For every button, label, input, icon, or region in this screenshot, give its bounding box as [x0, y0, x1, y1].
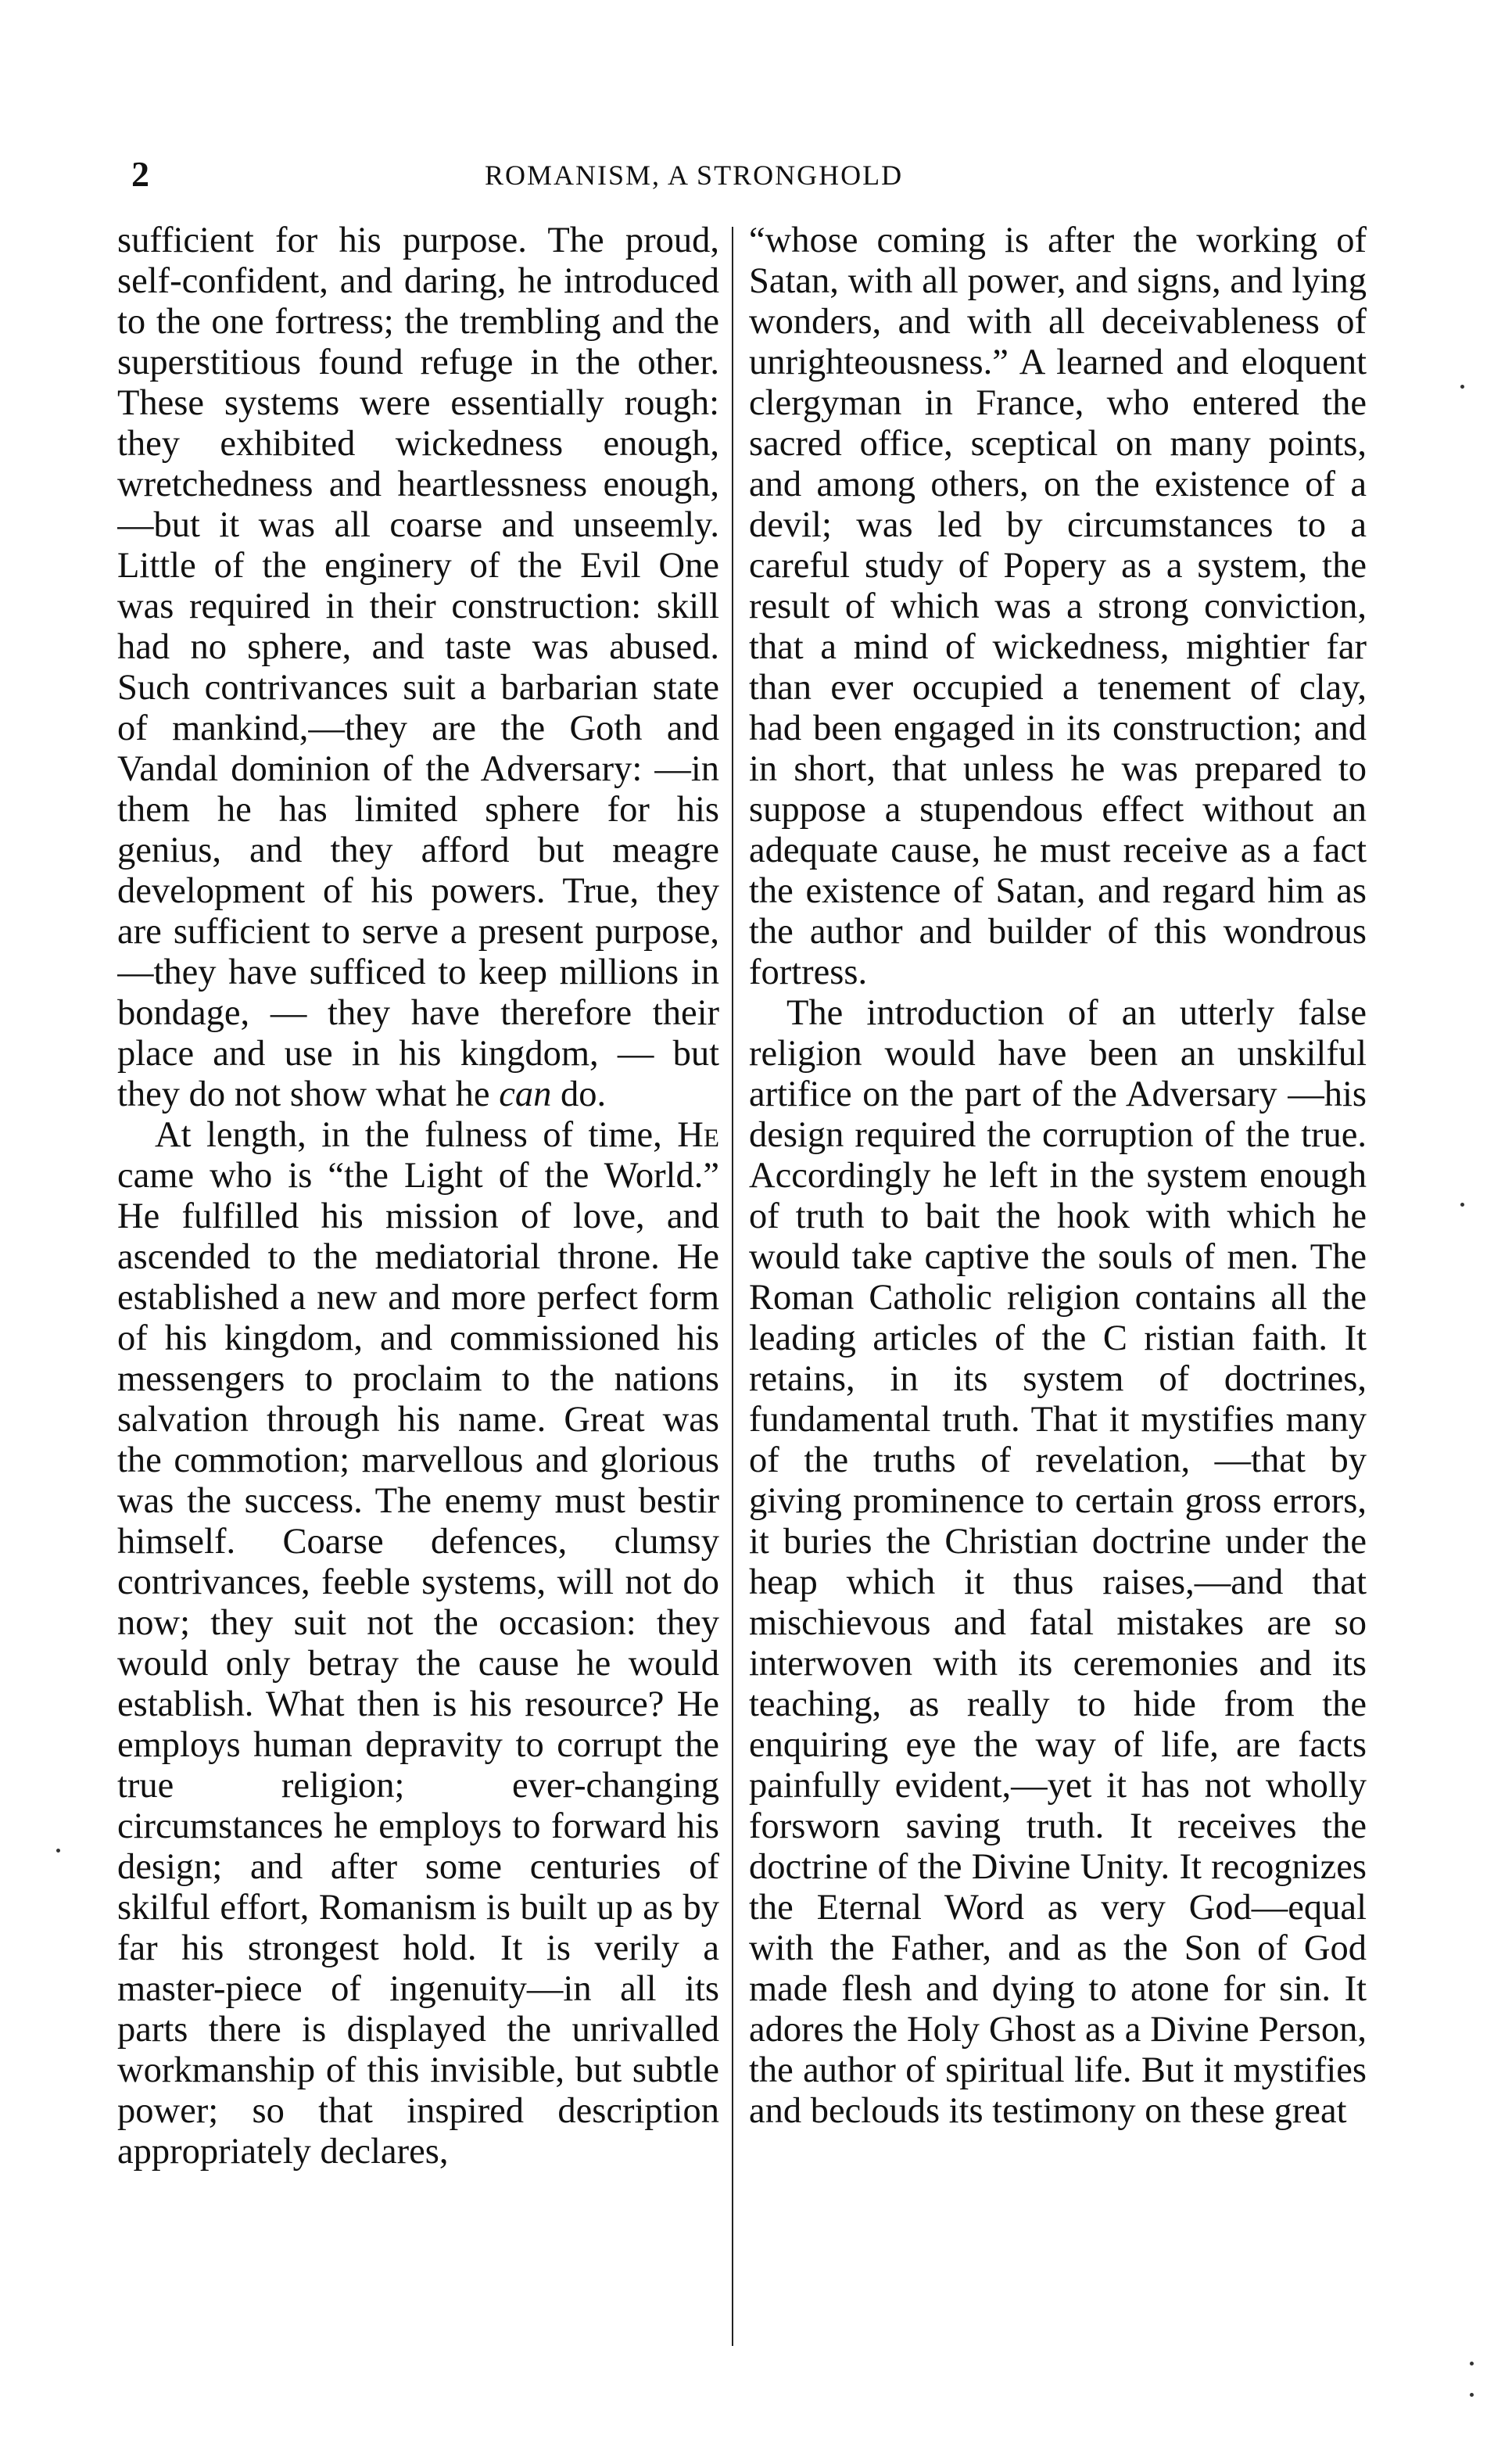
print-speck — [56, 1849, 60, 1853]
right-paragraph-1: “whose coming is after the working of Satan, with all power, and signs, and lying wonders, and with all deceivableness of unrighteousness.” A learned and eloquent clergyman in France, who entered the sacred office, sceptical on many points, and among others, on the existence of a devil; was led by circumstances to a careful study of Popery as a system, the result of which was a strong conviction, that a mind of wickedness, mightier far than ever occupied a tenement of clay, had been engaged in its construction; and in short, that unless he was prepared to suppose a stupendous effect without an adequate cause, he must receive as a fact the existence of Satan, and regard him as the author and builder of this wondrous fortress. — [749, 221, 1367, 992]
print-speck — [1460, 385, 1464, 389]
emphasis-can: can — [499, 1074, 552, 1114]
right-column — [749, 221, 1367, 2355]
print-speck — [1460, 1203, 1464, 1207]
print-speck — [1470, 2362, 1474, 2366]
left-paragraph-2 — [117, 1115, 719, 2172]
left-paragraph-2-text: came who is “the Light of the World.” He fulfilled his mission of love, and ascended to the mediatorial throne. He established a new and more perfect form of his kingdom, and commissioned his messengers to proclaim to the nations salvation through his name. Great was the commotion; marvellous and glorious was the success. The enemy must bestir himself. Coarse defences, clumsy contrivances, feeble systems, will not do now; they suit not the occasion: they would only betray the cause he would establish. What then is his resource? He employs human depravity to corrupt the true religion; ever-changing circumstances he employs to forward his design; and after some centuries of skilful effort, Romanism is built up as by far his strongest hold. It is verily a master-piece of ingenuity—in all its parts there is displayed the unrivalled workmanship of this invisible, but subtle power; so that inspired description appropriately declares, — [117, 1156, 719, 2172]
small-caps-he: He — [677, 1115, 719, 1155]
left-paragraph-2-start: At length, in the fulness of time, — [155, 1115, 678, 1155]
left-paragraph-1-end: do. — [551, 1074, 607, 1114]
running-head: ROMANISM, A STRONGHOLD — [485, 160, 904, 191]
left-paragraph-1 — [117, 221, 719, 1115]
column-divider — [732, 227, 733, 2346]
print-speck — [1470, 2393, 1474, 2397]
page-number: 2 — [131, 154, 149, 194]
right-paragraph-2: The introduction of an utterly false religion would have been an unskilful artifice on the part of the Adversary —his design required the corruption of the true. Accordingly he left in the system enough of truth to bait the hook with which he would take captive the souls of men. The Roman Catholic religion contains all the leading articles of the C ristian faith. It retains, in its system of doctrines, fundamental truth. That it mystifies many of the truths of revelation, —that by giving prominence to certain gross errors, it buries the Christian doctrine under the heap which it thus raises,—and that mischievous and fatal mistakes are so interwoven with its ceremonies and its teaching, as really to hide from the enquiring eye the way of life, are facts painfully evident,—yet it has not wholly forsworn saving truth. It receives the doctrine of the Divine Unity. It recognizes the Eternal Word as very God—equal with the Father, and as the Son of God made flesh and dying to atone for sin. It adores the Holy Ghost as a Divine Person, the author of spiritual life. But it mystifies and beclouds its testimony on these great — [749, 993, 1367, 2131]
left-column — [117, 221, 719, 2355]
left-paragraph-1-text: sufficient for his purpose. The proud, self-confident, and daring, he introduced to the one fortress; the trembling and the superstitious found refuge in the other. These systems were essentially rough: they exhibited wickedness enough, wretchedness and heartlessness enough,—but it was all coarse and unseemly. Little of the enginery of the Evil One was required in their construction: skill had no sphere, and taste was abused. Such contrivances suit a barbarian state of mankind,—they are the Goth and Vandal dominion of the Adversary: —in them he has limited sphere for his genius, and they afford but meagre development of his powers. True, they are sufficient to serve a present purpose,—they have sufficed to keep millions in bondage, — they have therefore their place and use in his kingdom, — but they do not show what he — [117, 221, 719, 1114]
